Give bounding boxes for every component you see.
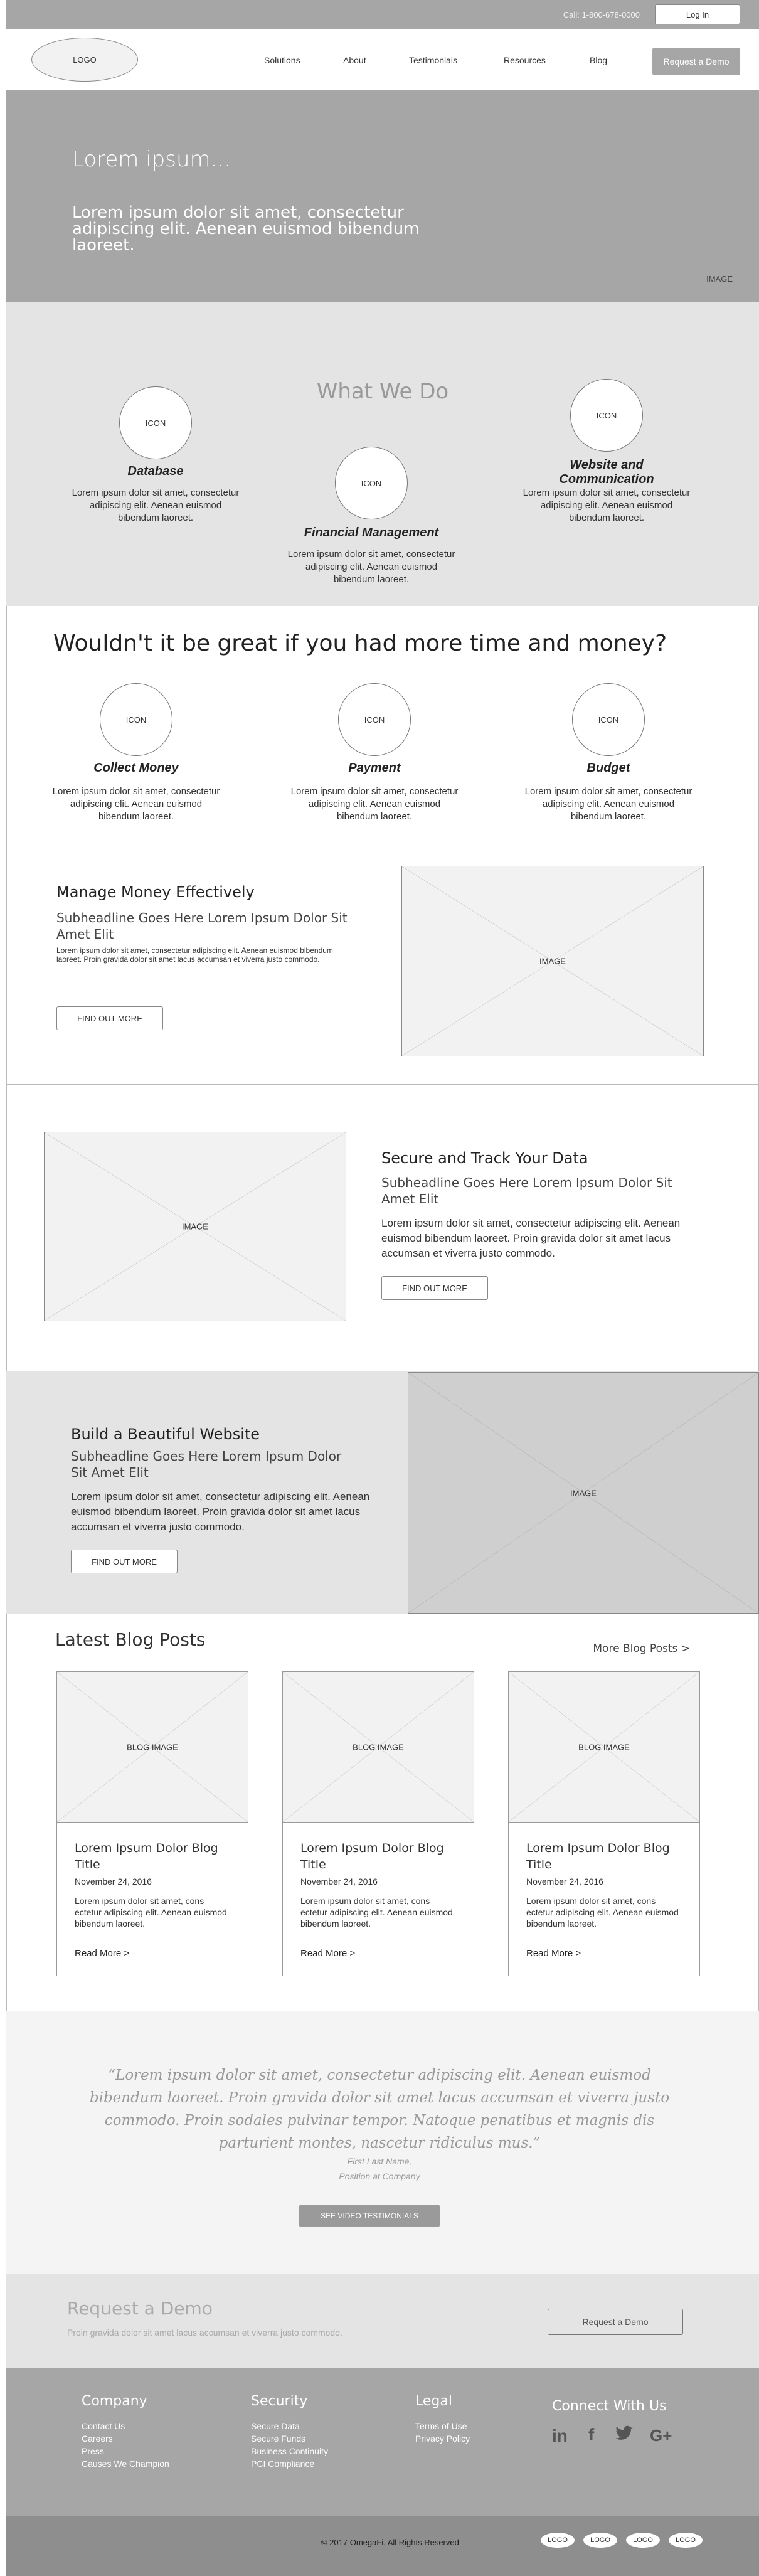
what-we-do-title: What We Do	[316, 379, 449, 404]
footer-link-contact-us[interactable]: Contact Us	[82, 2421, 125, 2431]
find-out-more-button[interactable]: FIND OUT MORE	[71, 1550, 178, 1573]
find-out-more-button[interactable]: FIND OUT MORE	[56, 1006, 163, 1030]
image-placeholder-label: BLOG IMAGE	[578, 1742, 630, 1752]
blog-image	[57, 1672, 248, 1823]
blog-post-title[interactable]: Lorem Ipsum Dolor Blog Title	[75, 1841, 218, 1871]
blog-section-title: Latest Blog Posts	[55, 1629, 206, 1650]
find-out-more-button[interactable]: FIND OUT MORE	[381, 1276, 488, 1300]
feature-image-secure-data	[44, 1132, 346, 1321]
top-bar	[6, 0, 759, 29]
blog-post-excerpt: Lorem ipsum dolor sit amet, cons ectetur adipiscing elit. Aenean euismod bibendum laoreet.	[526, 1896, 679, 1929]
feature-image-build-website	[408, 1372, 759, 1614]
service-title-website-communication: Website and Communication	[559, 458, 654, 486]
section-divider	[6, 1084, 759, 1085]
footer-link-secure-data[interactable]: Secure Data	[251, 2421, 300, 2431]
nav-link-solutions[interactable]: Solutions	[264, 55, 300, 65]
partner-logo: LOGO	[541, 2533, 575, 2548]
footer-link-press[interactable]: Press	[82, 2446, 104, 2456]
request-demo-title: Request a Demo	[67, 2298, 213, 2319]
testimonial-name: First Last Name,	[347, 2156, 412, 2166]
connect-with-us-title: Connect With Us	[552, 2398, 667, 2414]
footer	[6, 2368, 759, 2516]
more-blog-posts-link[interactable]: More Blog Posts >	[593, 1642, 690, 1655]
benefit-title-collect-money: Collect Money	[93, 761, 179, 775]
blog-post-date: November 24, 2016	[75, 1876, 152, 1887]
partner-logo: LOGO	[669, 2533, 703, 2548]
image-placeholder-label: IMAGE	[539, 956, 566, 966]
what-we-do-section	[6, 302, 759, 606]
copyright: © 2017 OmegaFi. All Rights Reserved	[321, 2538, 459, 2547]
footer-link-careers[interactable]: Careers	[82, 2434, 113, 2444]
service-desc-database: Lorem ipsum dolor sit amet, consectetur adipiscing elit. Aenean euismod bibendum laoreet.	[72, 487, 240, 523]
nav-link-blog[interactable]: Blog	[590, 55, 608, 65]
nav-link-resources[interactable]: Resources	[504, 55, 546, 65]
main-nav	[6, 29, 759, 90]
hero-image-placeholder: IMAGE	[706, 274, 733, 284]
read-more-link[interactable]: Read More >	[75, 1948, 130, 1959]
twitter-icon[interactable]	[615, 2424, 634, 2447]
read-more-link[interactable]: Read More >	[300, 1948, 356, 1959]
feature-title-build-website: Build a Beautiful Website	[71, 1425, 260, 1443]
service-title-financial-management: Financial Management	[304, 526, 439, 540]
footer-links-legal	[415, 2420, 470, 2445]
blog-card[interactable]	[56, 1671, 248, 1976]
login-button[interactable]: Log In	[655, 4, 740, 24]
service-desc-financial-management: Lorem ipsum dolor sit amet, consectetur adipiscing elit. Aenean euismod bibendum laoreet.	[287, 549, 455, 585]
blog-post-excerpt: Lorem ipsum dolor sit amet, cons ectetur adipiscing elit. Aenean euismod bibendum laoreet.	[300, 1896, 453, 1929]
hero-subtitle: Lorem ipsum dolor sit amet, consectetur adipiscing elit. Aenean euismod bibendum laoreet.	[72, 203, 420, 255]
blog-post-date: November 24, 2016	[526, 1876, 603, 1887]
footer-column-title-security: Security	[251, 2393, 308, 2409]
nav-link-about[interactable]: About	[343, 55, 366, 65]
service-desc-website-communication: Lorem ipsum dolor sit amet, consectetur adipiscing elit. Aenean euismod bibendum laoreet.	[523, 487, 691, 523]
partner-logo: LOGO	[583, 2533, 617, 2548]
feature-subtitle-manage-money: Subheadline Goes Here Lorem Ipsum Dolor Sit Amet Elit	[56, 910, 348, 942]
testimonial-position: Position at Company	[339, 2171, 420, 2181]
feature-body-manage-money: Lorem ipsum dolor sit amet, consectetur adipiscing elit. Aenean euismod bibendum laoreet. Proin gravida dolor sit amet lacus accumsan et viverra justo commodo.	[56, 946, 333, 964]
blog-post-date: November 24, 2016	[300, 1876, 378, 1887]
image-placeholder-label: IMAGE	[570, 1488, 597, 1498]
blog-image	[509, 1672, 699, 1823]
blog-post-title[interactable]: Lorem Ipsum Dolor Blog Title	[526, 1841, 670, 1871]
footer-link-terms[interactable]: Terms of Use	[415, 2421, 467, 2431]
logo[interactable]: LOGO	[31, 38, 138, 82]
footer-link-privacy[interactable]: Privacy Policy	[415, 2434, 470, 2444]
blog-card[interactable]	[282, 1671, 474, 1976]
footer-link-business-continuity[interactable]: Business Continuity	[251, 2446, 328, 2456]
hero-title: Lorem ipsum...	[72, 147, 231, 172]
feature-subtitle-secure-data: Subheadline Goes Here Lorem Ipsum Dolor Sit Amet Elit	[381, 1175, 672, 1206]
blog-post-title[interactable]: Lorem Ipsum Dolor Blog Title	[300, 1841, 444, 1871]
request-demo-button[interactable]: Request a Demo	[652, 48, 740, 75]
feature-subtitle-build-website: Subheadline Goes Here Lorem Ipsum Dolor Sit Amet Elit	[71, 1449, 342, 1480]
footer-link-pci-compliance[interactable]: PCI Compliance	[251, 2459, 315, 2469]
blog-card[interactable]	[508, 1671, 700, 1976]
linkedin-icon[interactable]: in	[552, 2426, 568, 2446]
footer-link-causes[interactable]: Causes We Champion	[82, 2459, 169, 2469]
nav-link-testimonials[interactable]: Testimonials	[409, 55, 458, 65]
google-plus-icon[interactable]: G+	[650, 2426, 672, 2445]
footer-link-secure-funds[interactable]: Secure Funds	[251, 2434, 306, 2444]
footer-column-title-company: Company	[82, 2393, 147, 2409]
hero-banner	[6, 90, 759, 302]
feature-body-secure-data: Lorem ipsum dolor sit amet, consectetur adipiscing elit. Aenean euismod bibendum laoreet. Proin gravida dolor sit amet lacus accumsan et viverra justo commodo.	[381, 1217, 681, 1259]
request-demo-subtitle: Proin gravida dolor sit amet lacus accumsan et viverra justo commodo.	[67, 2328, 342, 2338]
benefits-headline: Wouldn't it be great if you had more time and money?	[53, 631, 667, 656]
blog-post-excerpt: Lorem ipsum dolor sit amet, cons ectetur adipiscing elit. Aenean euismod bibendum laoreet.	[75, 1896, 227, 1929]
benefit-desc-collect-money: Lorem ipsum dolor sit amet, consectetur adipiscing elit. Aenean euismod bibendum laoreet.	[52, 786, 220, 822]
benefit-title-budget: Budget	[586, 761, 630, 775]
blog-image	[283, 1672, 474, 1823]
read-more-link[interactable]: Read More >	[526, 1948, 581, 1959]
database-icon: ICON	[119, 386, 192, 459]
image-placeholder-label: BLOG IMAGE	[127, 1742, 178, 1752]
benefit-title-payment: Payment	[348, 761, 401, 775]
budget-icon: ICON	[572, 683, 645, 756]
footer-links-security	[251, 2420, 328, 2470]
footer-links-company	[82, 2420, 169, 2470]
website-communication-icon: ICON	[570, 379, 643, 452]
request-demo-cta-button[interactable]: Request a Demo	[548, 2309, 683, 2335]
collect-money-icon: ICON	[100, 683, 172, 756]
feature-image-manage-money	[401, 866, 704, 1056]
video-testimonials-button[interactable]: SEE VIDEO TESTIMONIALS	[299, 2205, 440, 2227]
image-placeholder-label: IMAGE	[182, 1221, 208, 1232]
benefit-desc-budget: Lorem ipsum dolor sit amet, consectetur adipiscing elit. Aenean euismod bibendum laoreet.	[524, 786, 693, 822]
feature-body-build-website: Lorem ipsum dolor sit amet, consectetur adipiscing elit. Aenean euismod bibendum laoreet. Proin gravida dolor sit amet lacus accumsan et viverra justo commodo.	[71, 1491, 370, 1533]
facebook-icon[interactable]: f	[588, 2425, 595, 2444]
footer-column-title-legal: Legal	[415, 2393, 452, 2409]
phone-number: Call: 1-800-678-0000	[563, 10, 640, 19]
feature-title-manage-money: Manage Money Effectively	[56, 883, 255, 901]
image-placeholder-label: BLOG IMAGE	[353, 1742, 404, 1752]
benefit-desc-payment: Lorem ipsum dolor sit amet, consectetur adipiscing elit. Aenean euismod bibendum laoreet.	[290, 786, 459, 822]
partner-logo: LOGO	[626, 2533, 660, 2548]
financial-management-icon: ICON	[335, 447, 408, 519]
testimonial-quote: “Lorem ipsum dolor sit amet, consectetur adipiscing elit. Aenean euismod bibendum laoreet. Proin gravida dolor sit amet lacus accumsan et viverra justo commodo. Proin sodales pulvinar tempor. Natoque penatibus et magnis dis parturient montes, nascetur ridiculus mus.”	[89, 2067, 670, 2151]
payment-icon: ICON	[338, 683, 411, 756]
feature-title-secure-data: Secure and Track Your Data	[381, 1149, 588, 1167]
service-title-database: Database	[127, 464, 184, 478]
